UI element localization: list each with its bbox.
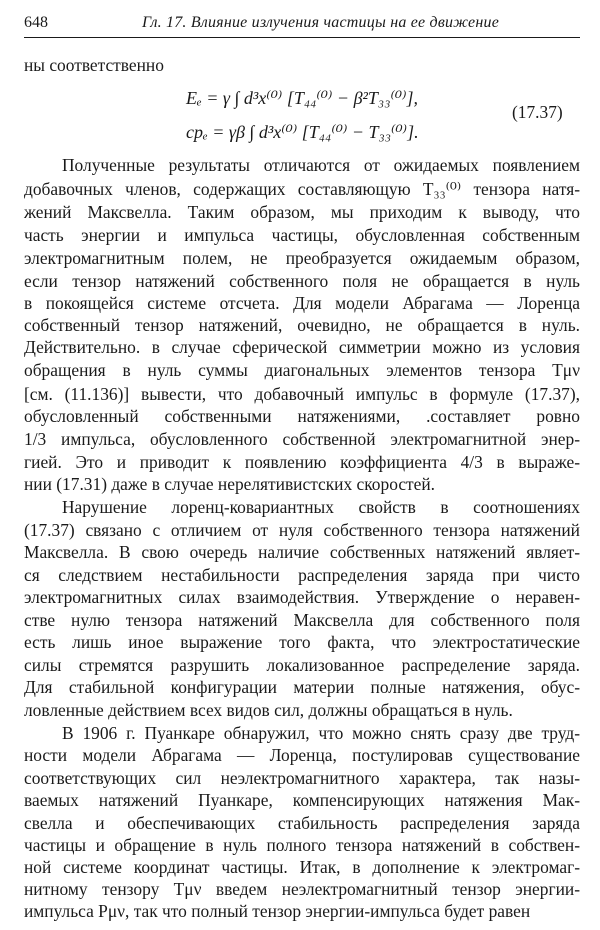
text-line: гией. Это и приводит к появлению коэффициента 4/3 в выраже- — [24, 452, 580, 472]
text-line: Полученные результаты отличаются от ожидаемых появлением — [62, 155, 580, 175]
text-line: электромагнитных силах взаимодействия. Утверждение о неравен- — [24, 587, 580, 607]
text-line: ся следствием нестабильности распределения заряда при чисто — [24, 565, 580, 585]
text-line: есть лишь иное выражение того факта, что электростатические — [24, 632, 580, 652]
equation-17-37-momentum: cpₑ = γβ ∫ d³x⁽⁰⁾ [T₄₄⁽⁰⁾ − T₃₃⁽⁰⁾]. — [186, 122, 419, 142]
text-line: часть энергии и импульса частицы, обусловленная собственным — [24, 225, 580, 245]
text-line: добавочных членов, содержащих составляющую T₃₃⁽⁰⁾ тензора натя- — [24, 179, 580, 199]
text-line: ны соответственно — [24, 55, 164, 75]
text-line: ваемых натяжений Пуанкаре, компенсирующих натяжения Мак- — [24, 790, 580, 810]
text-line: [см. (11.136)] вывести, что добавочный импульс в формуле (17.37), — [24, 384, 580, 404]
equation-17-37-energy: Eₑ = γ ∫ d³x⁽⁰⁾ [T₄₄⁽⁰⁾ − β²T₃₃⁽⁰⁾], — [186, 88, 419, 108]
text-line: (17.37) связано с отличием от нуля собственного тензора натяжений — [24, 520, 580, 540]
text-line: нитному тензору Tμν введем неэлектромагнитный тензор энергии- — [24, 879, 580, 899]
text-line: жений Максвелла. Таким образом, мы приходим к выводу, что — [24, 202, 580, 222]
equation-number-17-37: (17.37) — [512, 102, 563, 122]
text-line: ной системе координат частицы. Итак, в дополнение к электромаг- — [24, 857, 580, 877]
text-line: Действительно. в случае сферической симметрии можно из условия — [24, 337, 580, 357]
text-line: Максвелла. В свою очередь наличие собственных натяжений являет- — [24, 542, 580, 562]
text-line: В 1906 г. Пуанкаре обнаружил, что можно снять сразу две труд- — [62, 723, 580, 743]
text-line: если тензор натяжений собственного поля не обращается в нуль — [24, 271, 580, 291]
text-line: электромагнитным полем, не преобразуется ожидаемым образом, — [24, 248, 580, 268]
text-line: соответствующих сил неэлектромагнитного характера, так назы- — [24, 768, 580, 788]
text-line: Для стабильной конфигурации материи полные натяжения, обус- — [24, 677, 580, 697]
text-line: нии (17.31) даже в случае нерелятивистских скоростей. — [24, 474, 436, 494]
running-title: Гл. 17. Влияние излучения частицы на ее движение — [142, 14, 499, 31]
text-line: обращения в нуль суммы диагональных элементов тензора Tμν — [24, 360, 580, 380]
text-line: 1/3 импульса, обусловленного собственной электромагнитной энер- — [24, 429, 580, 449]
text-line: в покоящейся системе отсчета. Для модели Абрагама — Лоренца — [24, 293, 580, 313]
text-line: собственный тензор натяжений, очевидно, не обращается в нуль. — [24, 315, 580, 335]
text-line: обусловленный собственными натяжениями, .составляет ровно — [24, 406, 580, 426]
text-line: импульса Pμν, так что полный тензор энергии-импульса будет равен — [24, 901, 531, 921]
text-line: свелла и обеспечивающих стабильность распределения заряда — [24, 813, 580, 833]
text-line: частицы и обращение в нуль полного тензора натяжений в собствен- — [24, 835, 580, 855]
text-line: ности модели Абрагама — Лоренца, постулировав существование — [24, 745, 580, 765]
page-number: 648 — [24, 14, 48, 31]
text-line: стве нулю тензора натяжений Максвелла для собственного поля — [24, 610, 580, 630]
text-line: ловленные действием всех видов сил, должны обращаться в нуль. — [24, 700, 513, 720]
header-rule — [24, 37, 580, 38]
page-header — [24, 10, 580, 36]
text-line: Нарушение лоренц-ковариантных свойств в соотношениях — [62, 497, 580, 517]
text-line: силы стремятся разрушить локализованное распределение заряда. — [24, 655, 580, 675]
